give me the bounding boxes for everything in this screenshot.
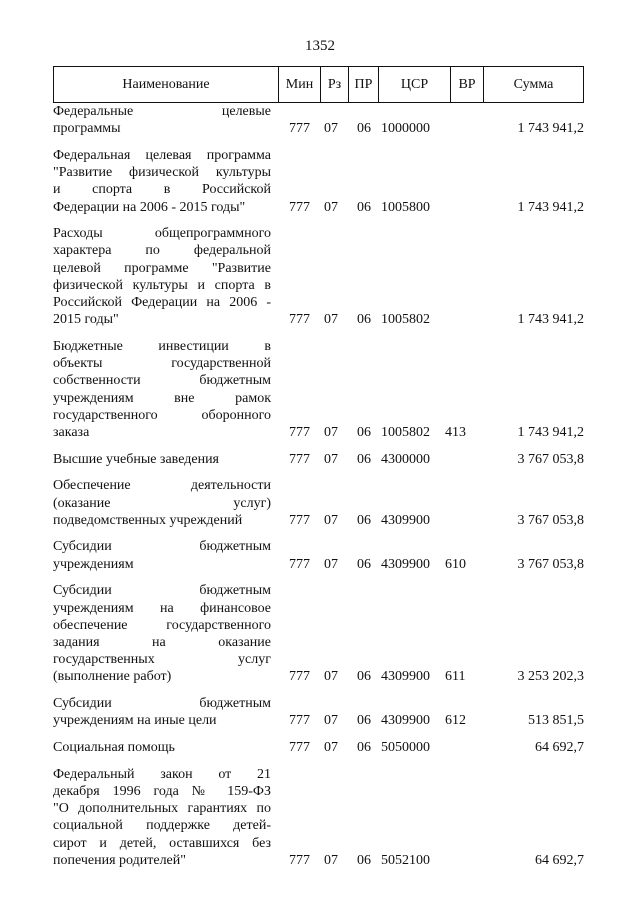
row-name-line: Бюджетные инвестиции в	[53, 338, 271, 354]
rz-code: 07	[324, 512, 338, 528]
header-pr: ПР	[348, 67, 378, 102]
vr-code: 413	[445, 424, 466, 440]
min-code: 777	[289, 740, 310, 756]
header-vr: ВР	[450, 67, 483, 102]
pr-code: 06	[357, 740, 371, 756]
table-row	[53, 225, 584, 328]
row-codes	[53, 712, 584, 729]
rz-code: 07	[324, 740, 338, 756]
min-code: 777	[289, 713, 310, 729]
row-name-line: "О дополнительных гарантиях по	[53, 801, 271, 817]
csr-code: 1005800	[381, 199, 430, 215]
rz-code: 07	[324, 451, 338, 467]
rz-code: 07	[324, 713, 338, 729]
pr-code: 06	[357, 451, 371, 467]
row-name-line: Федерации на 2006 - 2015 годы"	[53, 199, 246, 215]
row-name-line: характера по федеральной	[53, 243, 271, 259]
row-name-line: Высшие учебные заведения	[53, 451, 219, 467]
row-codes	[53, 199, 584, 216]
csr-code: 4309900	[381, 669, 430, 685]
row-name-line: учреждениям вне рамок	[53, 390, 271, 406]
min-code: 777	[289, 199, 310, 215]
min-code: 777	[289, 556, 310, 572]
row-name-line: попечения родителей"	[53, 852, 186, 868]
row-name-line: целевой программе "Развитие	[53, 260, 271, 276]
row-name-line: Федеральная целевая программа	[53, 147, 271, 163]
row-sum: 1 743 941,2	[517, 121, 584, 137]
table-row	[53, 582, 584, 685]
row-name-line: подведомственных учреждений	[53, 512, 243, 528]
row-sum: 3 767 053,8	[517, 451, 584, 467]
table-row	[53, 739, 584, 756]
row-name-line: учреждениям на иные цели	[53, 713, 217, 729]
row-name-line: (оказание услуг)	[53, 495, 271, 511]
min-code: 777	[289, 451, 310, 467]
row-sum: 64 692,7	[535, 740, 584, 756]
pr-code: 06	[357, 199, 371, 215]
row-name-line: Расходы общепрограммного	[53, 226, 271, 242]
row-codes	[53, 120, 584, 137]
row-sum: 3 767 053,8	[517, 556, 584, 572]
min-code: 777	[289, 512, 310, 528]
row-name-line: социальной поддержке детей-	[53, 818, 271, 834]
csr-code: 4309900	[381, 512, 430, 528]
row-name-line: Обеспечение деятельности	[53, 478, 271, 494]
row-name-line: Федеральные целевые	[53, 104, 271, 119]
vr-code: 612	[445, 713, 466, 729]
row-name-line: государственных услуг	[53, 652, 271, 668]
rz-code: 07	[324, 312, 338, 328]
row-sum: 513 851,5	[528, 713, 584, 729]
row-name-line: объекты государственной	[53, 356, 271, 372]
vr-code: 610	[445, 556, 466, 572]
row-sum: 1 743 941,2	[517, 312, 584, 328]
row-name-line: Федеральный закон от 21	[53, 766, 271, 782]
pr-code: 06	[357, 669, 371, 685]
csr-code: 1005802	[381, 424, 430, 440]
row-name-line: Российской Федерации на 2006 -	[53, 295, 271, 311]
row-name-line: собственности бюджетным	[53, 373, 271, 389]
row-sum: 3 253 202,3	[517, 669, 584, 685]
row-name-line: сирот и детей, оставшихся без	[53, 835, 271, 851]
pr-code: 06	[357, 713, 371, 729]
pr-code: 06	[357, 556, 371, 572]
header-rz: Рз	[320, 67, 348, 102]
row-name-line: Субсидии бюджетным	[53, 696, 271, 712]
pr-code: 06	[357, 312, 371, 328]
row-name-line: учреждениям на финансовое	[53, 600, 271, 616]
rz-code: 07	[324, 556, 338, 572]
row-name-line: обеспечение государственного	[53, 617, 271, 633]
header-min: Мин	[278, 67, 320, 102]
row-sum: 1 743 941,2	[517, 424, 584, 440]
min-code: 777	[289, 669, 310, 685]
csr-code: 1000000	[381, 121, 430, 137]
rz-code: 07	[324, 199, 338, 215]
csr-code: 4309900	[381, 556, 430, 572]
row-name-line: государственного оборонного	[53, 407, 271, 423]
row-name-line: Субсидии бюджетным	[53, 539, 271, 555]
row-codes	[53, 852, 584, 869]
row-name-line: задания на оказание	[53, 634, 271, 650]
table-row	[53, 103, 584, 137]
row-codes	[53, 311, 584, 328]
row-name-line: (выполнение работ)	[53, 669, 172, 685]
rz-code: 07	[324, 424, 338, 440]
table-row	[53, 695, 584, 729]
csr-code: 4309900	[381, 713, 430, 729]
table-body	[53, 103, 584, 878]
csr-code: 5052100	[381, 852, 430, 868]
row-name-line: Субсидии бюджетным	[53, 583, 271, 599]
row-name-line: физической культуры и спорта в	[53, 277, 271, 293]
table-row	[53, 538, 584, 572]
pr-code: 06	[357, 121, 371, 137]
table-header	[53, 66, 584, 103]
row-codes	[53, 668, 584, 685]
row-name-line: 2015 годы"	[53, 312, 119, 328]
row-sum: 3 767 053,8	[517, 512, 584, 528]
row-name-line: Социальная помощь	[53, 740, 175, 755]
pr-code: 06	[357, 512, 371, 528]
header-sum: Сумма	[483, 67, 584, 102]
min-code: 777	[289, 121, 310, 137]
row-codes	[53, 424, 584, 441]
pr-code: 06	[357, 852, 371, 868]
table-row	[53, 147, 584, 216]
row-codes	[53, 739, 584, 756]
row-name-line: учреждениям	[53, 556, 134, 572]
header-csr: ЦСР	[378, 67, 450, 102]
row-name-line: программы	[53, 121, 121, 137]
row-name-line: и спорта в Российской	[53, 182, 271, 198]
min-code: 777	[289, 312, 310, 328]
row-sum: 64 692,7	[535, 852, 584, 868]
csr-code: 4300000	[381, 451, 430, 467]
rz-code: 07	[324, 852, 338, 868]
rz-code: 07	[324, 669, 338, 685]
table-row	[53, 451, 584, 468]
rz-code: 07	[324, 121, 338, 137]
csr-code: 5050000	[381, 740, 430, 756]
row-name-line: декабря 1996 года № 159-ФЗ	[53, 783, 271, 799]
row-codes	[53, 556, 584, 573]
pr-code: 06	[357, 424, 371, 440]
vr-code: 611	[445, 669, 466, 685]
row-codes	[53, 451, 584, 468]
table-row	[53, 766, 584, 869]
row-name-line: заказа	[53, 424, 90, 440]
row-sum: 1 743 941,2	[517, 199, 584, 215]
table-row	[53, 477, 584, 529]
min-code: 777	[289, 852, 310, 868]
page-number: 1352	[305, 38, 335, 54]
table-row	[53, 338, 584, 441]
csr-code: 1005802	[381, 312, 430, 328]
min-code: 777	[289, 424, 310, 440]
header-name: Наименование	[53, 67, 278, 102]
row-codes	[53, 512, 584, 529]
row-name-line: "Развитие физической культуры	[53, 165, 271, 181]
